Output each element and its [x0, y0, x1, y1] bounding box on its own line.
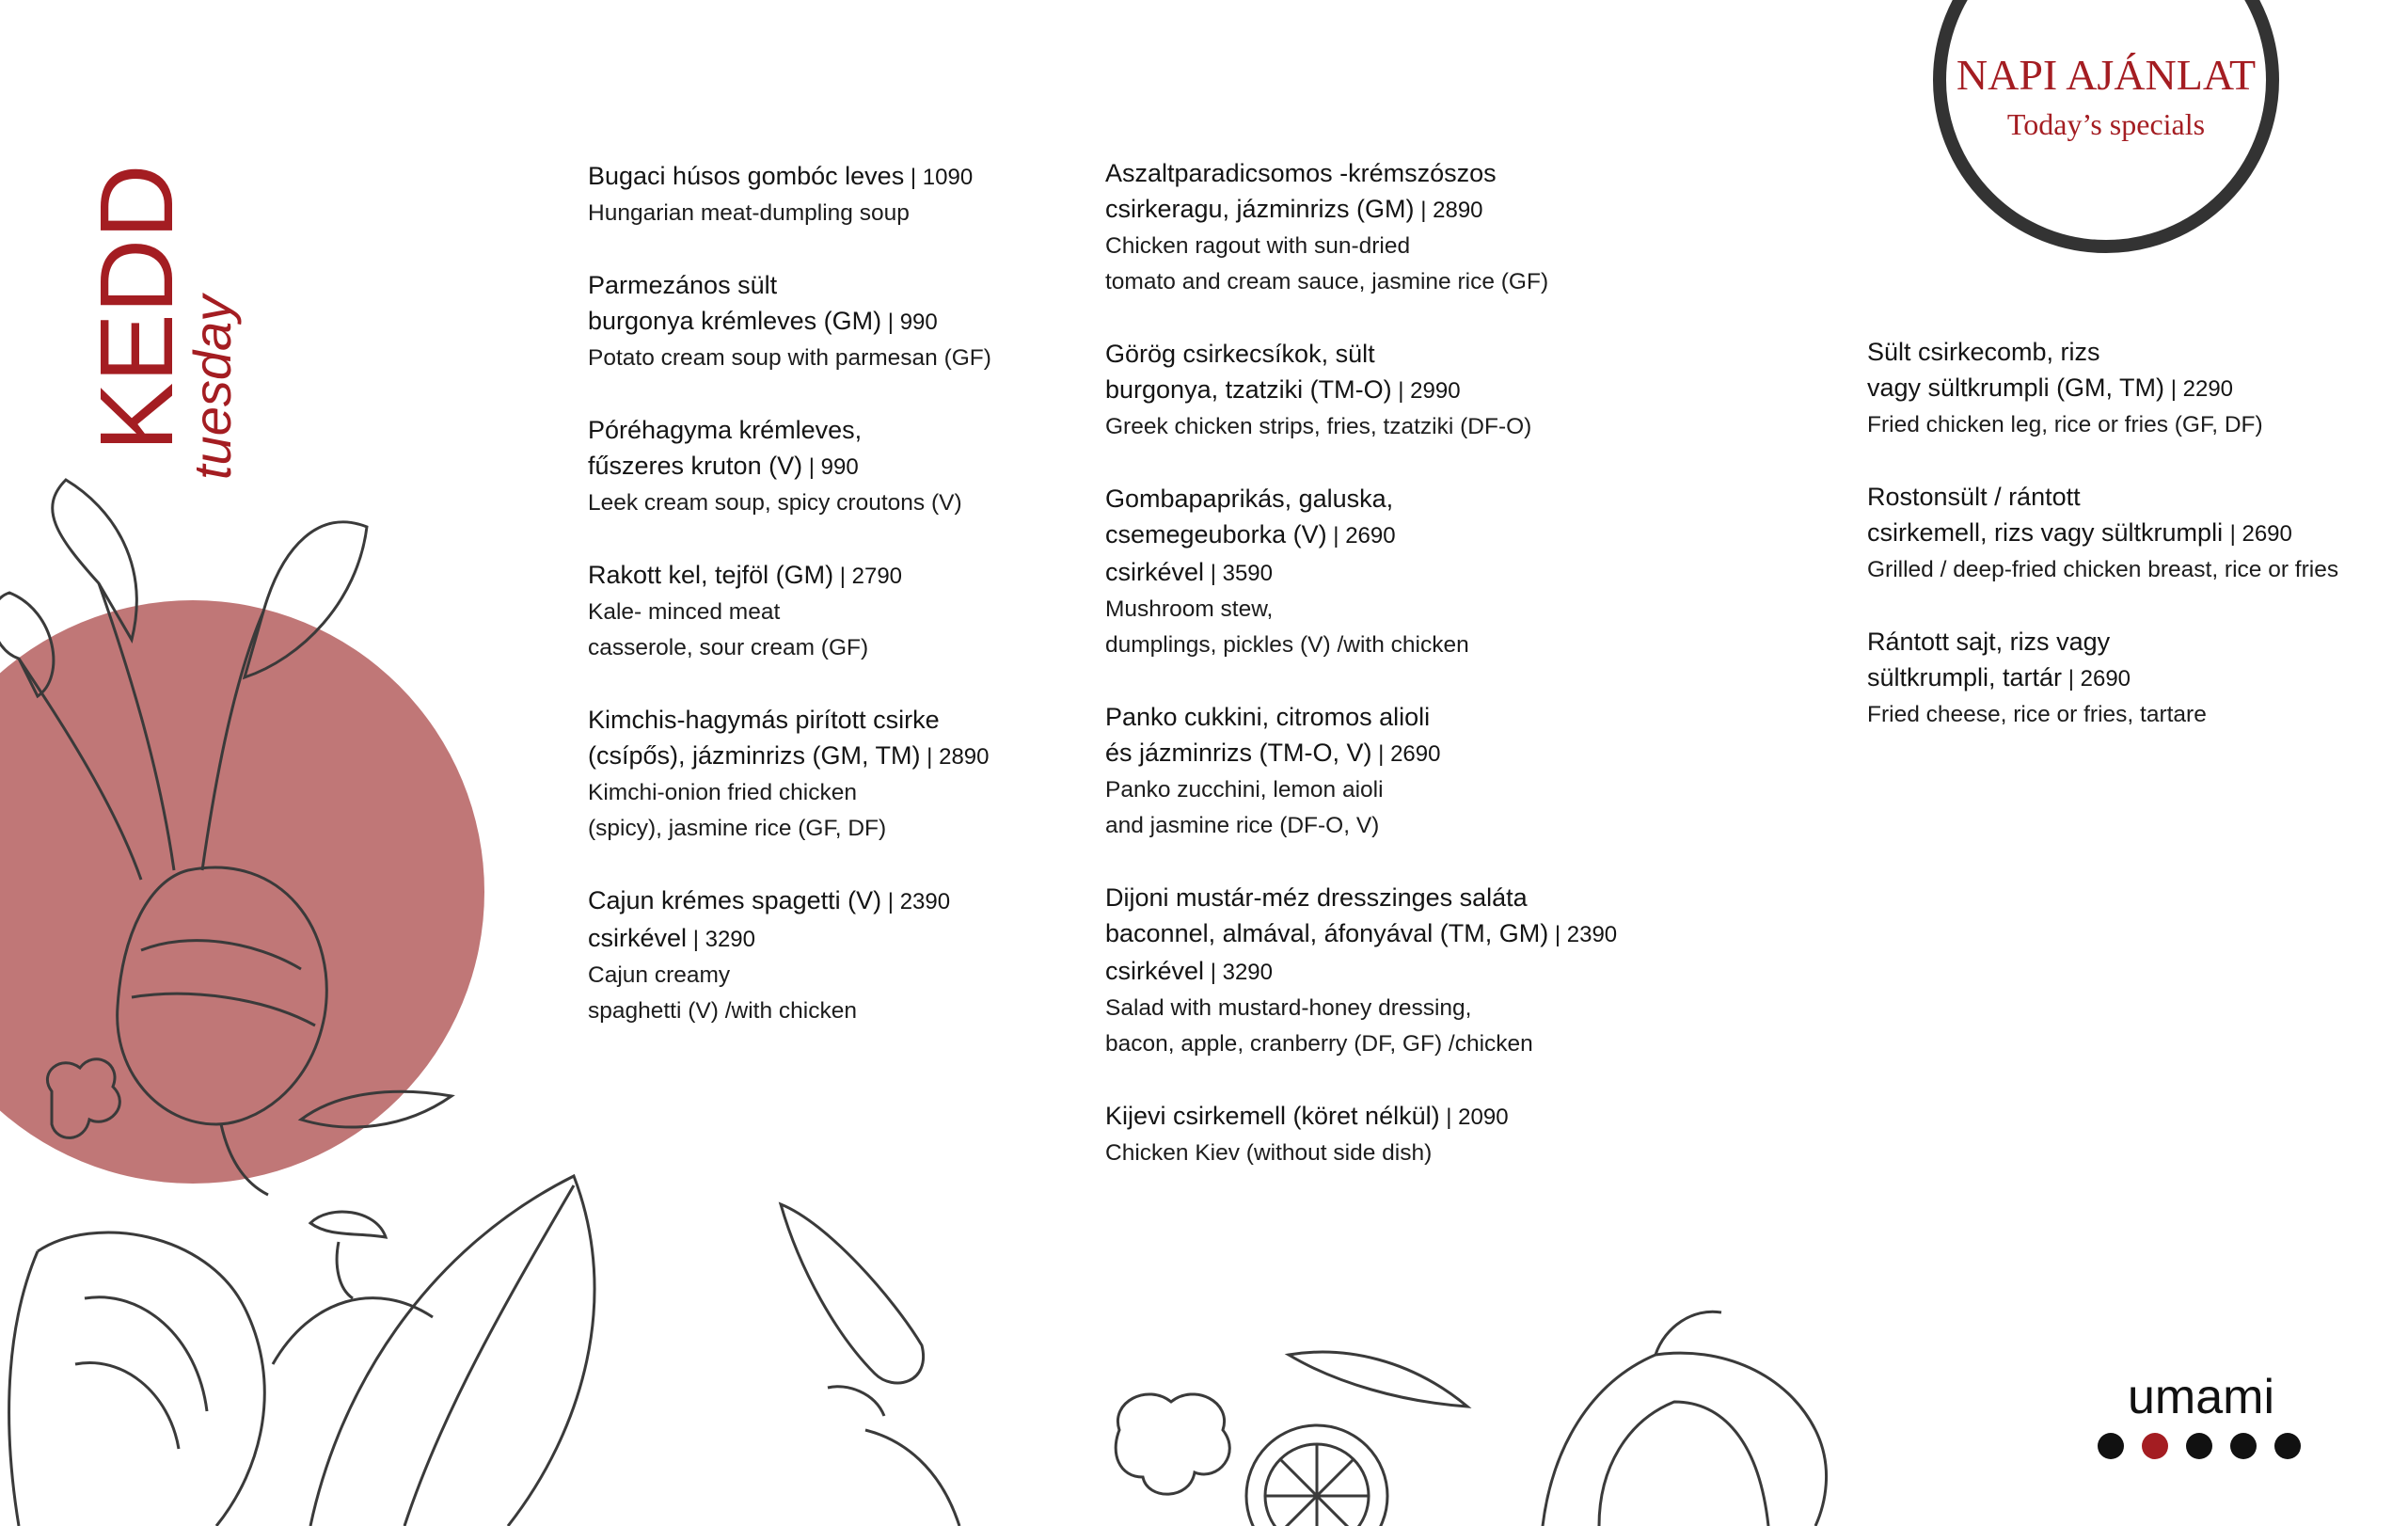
- dish-name-line: baconnel, almával, áfonyával (TM, GM) | 2390: [1105, 919, 1618, 947]
- dish-translation: Panko zucchini, lemon aioli: [1105, 777, 1384, 803]
- dish-translation: Hungarian meat-dumpling soup: [588, 200, 910, 226]
- dish-name: Póréhagyma krémleves,: [588, 416, 863, 444]
- menu-item: [588, 702, 1030, 847]
- dish-price: 2990: [1410, 378, 1461, 404]
- dish-name-line: csirkeragu, jázminrizs (GM) | 2890: [1105, 195, 1483, 223]
- dish-name-line: [1105, 880, 1688, 915]
- dish-translation: Salad with mustard-honey dressing,: [1105, 995, 1472, 1021]
- dish-price: 2890: [939, 744, 990, 770]
- menu-column-1: [588, 158, 1030, 1065]
- dish-translation: Greek chicken strips, fries, tzatziki (DF-O): [1105, 414, 1532, 439]
- dish-price: 2390: [1566, 922, 1618, 947]
- dish-name: Rostonsült / rántott: [1867, 483, 2081, 511]
- dish-name-line: csirkével | 3290: [588, 924, 755, 952]
- dish-name: csirkével: [588, 924, 688, 952]
- dish-translation: Kale- minced meat: [588, 599, 781, 625]
- dish-name-line: Kijevi csirkemell (köret nélkül) | 2090: [1105, 1102, 1509, 1130]
- menu-item: [588, 158, 1030, 231]
- dish-translation: spaghetti (V) /with chicken: [588, 998, 857, 1024]
- dish-name: Dijoni mustár-méz dresszinges saláta: [1105, 883, 1528, 912]
- dish-name: csemegeuborka (V): [1105, 520, 1327, 548]
- dish-name-line: [588, 267, 1030, 303]
- menu-item: [1105, 155, 1688, 300]
- dish-name: baconnel, almával, áfonyával (TM, GM): [1105, 919, 1549, 947]
- dish-price: 2390: [899, 889, 951, 914]
- menu-column-2: [1105, 155, 1688, 1207]
- dish-name: Gombapaprikás, galuska,: [1105, 485, 1394, 513]
- dish-name: Rakott kel, tejföl (GM): [588, 561, 834, 589]
- badge-title: NAPI AJÁNLAT: [1956, 51, 2257, 99]
- dish-translation: Leek cream soup, spicy croutons (V): [588, 490, 962, 516]
- dish-price: 2690: [2080, 666, 2131, 691]
- dish-name: fűszeres kruton (V): [588, 452, 803, 480]
- menu-item: [1867, 479, 2394, 588]
- menu-item: [588, 882, 1030, 1029]
- dish-translation: Mushroom stew,: [1105, 596, 1274, 622]
- menu-column-3: [1867, 334, 2394, 769]
- dish-name: burgonya, tzatziki (TM-O): [1105, 375, 1392, 404]
- dish-name: (csípős), jázminrizs (GM, TM): [588, 741, 921, 770]
- dish-name: Cajun krémes spagetti (V): [588, 886, 882, 914]
- dish-name-line: [588, 412, 1030, 448]
- dish-translation: and jasmine rice (DF-O, V): [1105, 813, 1380, 838]
- dish-price: 3290: [1222, 960, 1273, 985]
- menu-item: [588, 267, 1030, 376]
- day-en: tuesday: [182, 294, 242, 480]
- dish-price: 990: [820, 454, 859, 480]
- specials-badge: [1926, 0, 2286, 245]
- dish-translation: Fried chicken leg, rice or fries (GF, DF): [1867, 412, 2263, 437]
- dish-price: 2690: [1345, 523, 1396, 548]
- menu-item: [1105, 481, 1688, 663]
- menu-item: [1867, 334, 2394, 443]
- dish-name: Bugaci húsos gombóc leves: [588, 162, 905, 190]
- dish-name: Aszaltparadicsomos -krémszószos: [1105, 159, 1497, 187]
- dish-name: burgonya krémleves (GM): [588, 307, 882, 335]
- dish-translation: dumplings, pickles (V) /with chicken: [1105, 632, 1469, 658]
- dish-translation: Potato cream soup with parmesan (GF): [588, 345, 991, 371]
- dish-price: 1090: [922, 165, 974, 190]
- menu-item: [588, 412, 1030, 521]
- dish-translation: Chicken Kiev (without side dish): [1105, 1140, 1433, 1166]
- dish-name: Kimchis-hagymás pirított csirke: [588, 706, 940, 734]
- menu-item: [1105, 1098, 1688, 1171]
- menu-item: [588, 557, 1030, 666]
- dish-name-line: [588, 702, 1030, 738]
- dish-price: 3590: [1222, 561, 1273, 586]
- menu-item: [1105, 336, 1688, 445]
- dish-name-line: csirkemell, rizs vagy sültkrumpli | 2690: [1867, 518, 2292, 547]
- umami-logo: [2096, 1370, 2307, 1460]
- accent-circle: [0, 600, 484, 1184]
- dish-name-line: fűszeres kruton (V) | 990: [588, 452, 859, 480]
- logo-text: umami: [2127, 1370, 2275, 1424]
- dish-translation: tomato and cream sauce, jasmine rice (GF): [1105, 269, 1549, 294]
- dish-price: 2790: [851, 564, 903, 589]
- dish-translation: Chicken ragout with sun-dried: [1105, 233, 1411, 259]
- dish-name-line: csirkével | 3290: [1105, 957, 1273, 985]
- dish-name-line: [1105, 481, 1688, 517]
- dish-price: 990: [899, 310, 938, 335]
- dish-name-line: [1867, 334, 2394, 370]
- dish-price: 2690: [1390, 741, 1441, 767]
- dish-price: 3290: [705, 927, 755, 952]
- dish-name-line: (csípős), jázminrizs (GM, TM) | 2890: [588, 741, 990, 770]
- dish-price: 2090: [1458, 1105, 1509, 1130]
- dish-translation: bacon, apple, cranberry (DF, GF) /chicken: [1105, 1031, 1533, 1057]
- dish-name-line: Cajun krémes spagetti (V) | 2390: [588, 886, 951, 914]
- dish-translation: (spicy), jasmine rice (GF, DF): [588, 816, 887, 841]
- day-title: [79, 164, 242, 489]
- dish-name: csirkével: [1105, 558, 1205, 586]
- dish-translation: Cajun creamy: [588, 962, 731, 988]
- menu-item: [1867, 624, 2394, 733]
- dish-name-line: és jázminrizs (TM-O, V) | 2690: [1105, 739, 1441, 767]
- dish-name-line: [1105, 155, 1688, 191]
- dish-name: vagy sültkrumpli (GM, TM): [1867, 374, 2165, 402]
- dish-name-line: [1105, 336, 1688, 372]
- badge-subtitle: Today’s specials: [2006, 107, 2206, 141]
- dish-name-line: sültkrumpli, tartár | 2690: [1867, 663, 2131, 691]
- dish-translation: Fried cheese, rice or fries, tartare: [1867, 702, 2207, 727]
- dish-name: sültkrumpli, tartár: [1867, 663, 2063, 691]
- dish-price: 2690: [2242, 521, 2292, 547]
- dish-name-line: [1105, 699, 1688, 735]
- menu-item: [1105, 699, 1688, 844]
- dish-name-line: csirkével | 3590: [1105, 558, 1273, 586]
- dish-translation: casserole, sour cream (GF): [588, 635, 869, 660]
- dish-name: csirkeragu, jázminrizs (GM): [1105, 195, 1415, 223]
- dish-name-line: [1867, 479, 2394, 515]
- dish-name: Panko cukkini, citromos alioli: [1105, 703, 1431, 731]
- dish-name: csirkével: [1105, 957, 1205, 985]
- dish-name: Kijevi csirkemell (köret nélkül): [1105, 1102, 1440, 1130]
- dish-name-line: burgonya krémleves (GM) | 990: [588, 307, 938, 335]
- dish-name-line: vagy sültkrumpli (GM, TM) | 2290: [1867, 374, 2234, 402]
- dish-translation: Grilled / deep-fried chicken breast, rice or fries: [1867, 557, 2339, 582]
- dish-name-line: Bugaci húsos gombóc leves | 1090: [588, 162, 974, 190]
- dish-name-line: [1867, 624, 2394, 660]
- dish-translation: Kimchi-onion fried chicken: [588, 780, 857, 805]
- dish-name: csirkemell, rizs vagy sültkrumpli: [1867, 518, 2230, 547]
- dish-name: Sült csirkecomb, rizs: [1867, 338, 2100, 366]
- dish-name-line: Rakott kel, tejföl (GM) | 2790: [588, 561, 903, 589]
- dish-name-line: burgonya, tzatziki (TM-O) | 2990: [1105, 375, 1461, 404]
- dish-name: és jázminrizs (TM-O, V): [1105, 739, 1372, 767]
- dish-price: 2890: [1433, 198, 1483, 223]
- menu-item: [1105, 880, 1688, 1062]
- dish-name: Parmezános sült: [588, 271, 778, 299]
- dish-name: Görög csirkecsíkok, sült: [1105, 340, 1375, 368]
- day-hu: KEDD: [79, 164, 195, 452]
- dish-name-line: csemegeuborka (V) | 2690: [1105, 520, 1396, 548]
- dish-name: Rántott sajt, rizs vagy: [1867, 628, 2111, 656]
- dish-price: 2290: [2182, 376, 2234, 402]
